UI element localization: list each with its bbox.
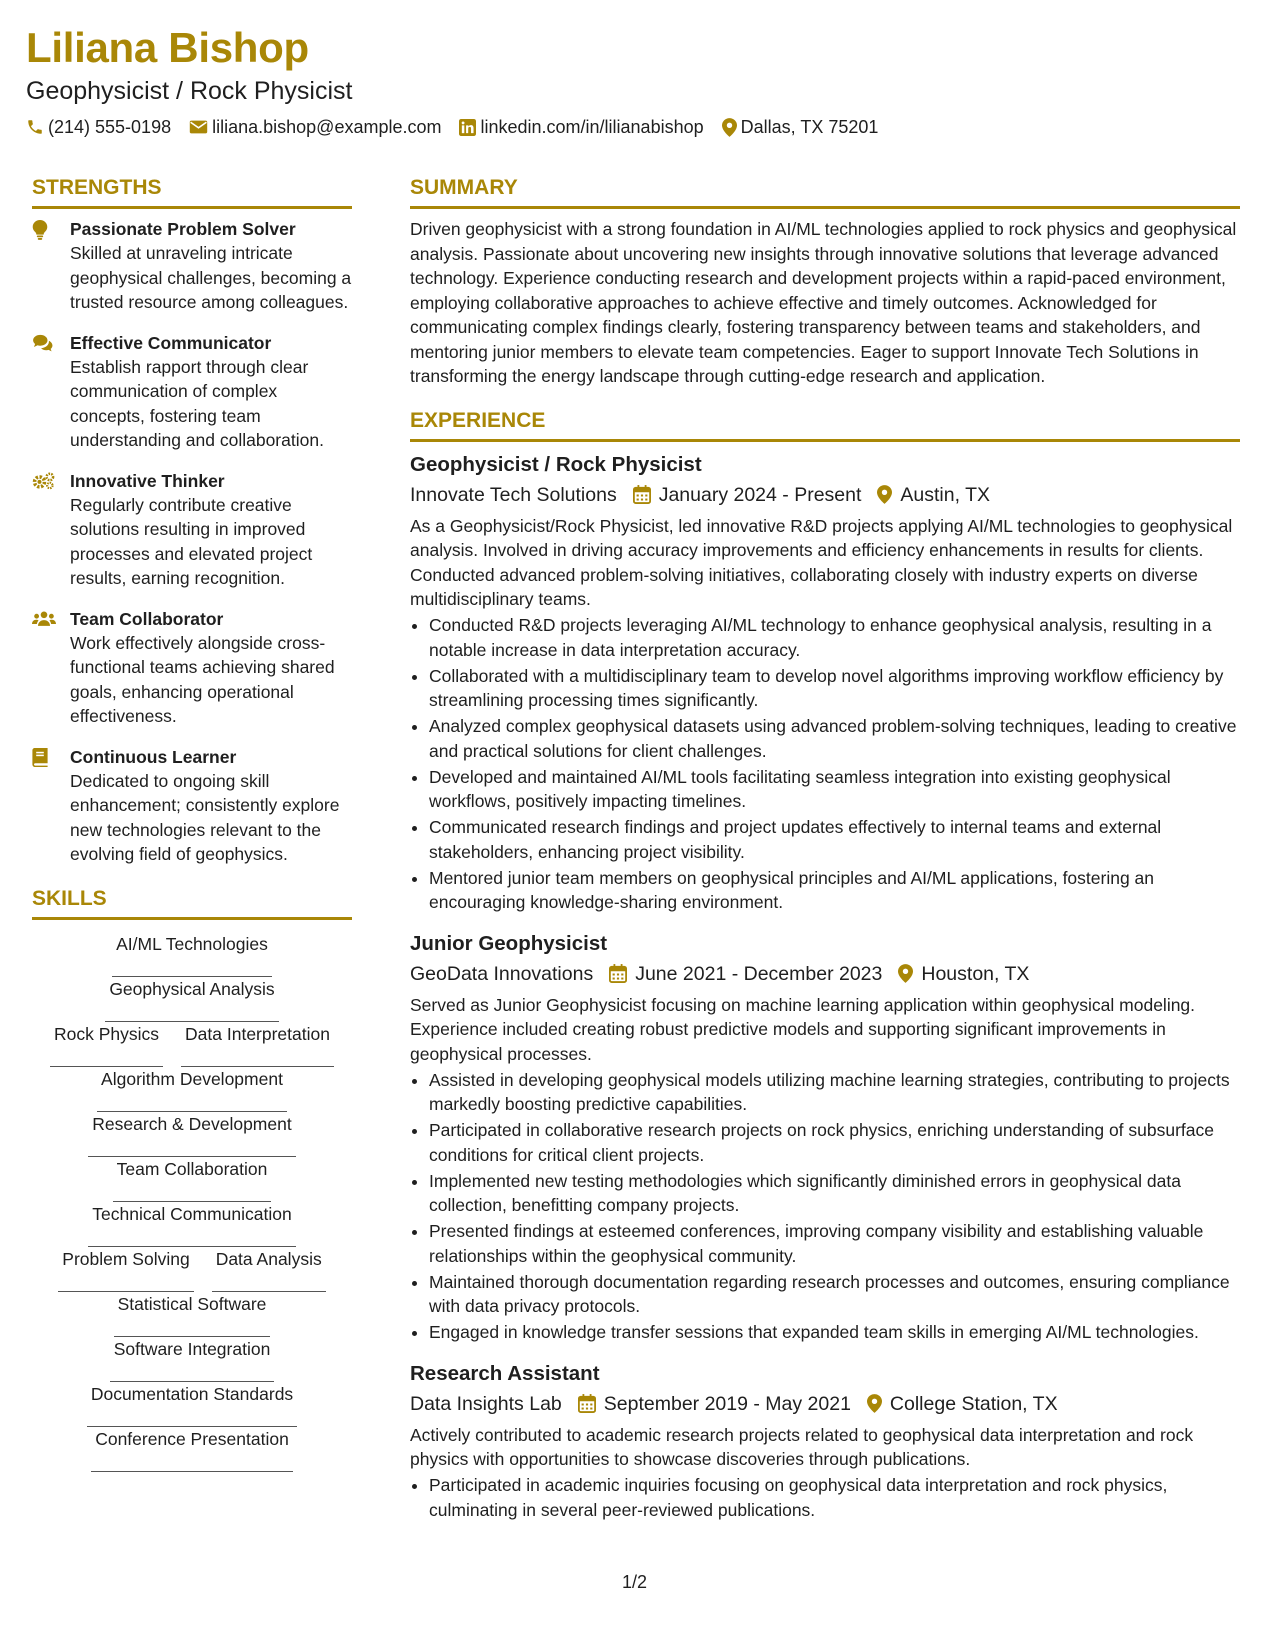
calendar-icon <box>578 1394 596 1413</box>
strength-title: Continuous Learner <box>70 746 237 767</box>
chat-bubbles-icon <box>32 334 54 352</box>
job-dates: January 2024 - Present <box>658 483 862 506</box>
phone-text: (214) 555-0198 <box>48 117 172 137</box>
job-meta <box>410 480 1240 510</box>
skill-tag: Research & Development <box>88 1112 295 1157</box>
job-description: As a Geophysicist/Rock Physicist, led innovative R&D projects applying AI/ML technologies to geophysical analysis. Involved in driving accuracy improvements and efficiency enhancements in results for clients. Conducted advanced problem-solving initiatives, collaborating closely with industry experts on diverse multidisciplinary teams. <box>410 515 1233 609</box>
job-entry <box>410 929 1240 1345</box>
skill-tag: Conference Presentation <box>91 1427 293 1472</box>
job-meta <box>410 1389 1240 1419</box>
candidate-name: Liliana Bishop <box>26 24 309 71</box>
strength-item <box>32 607 352 729</box>
list-item: • Mentored junior team members on geophysical principles and AI/ML applications, fostering an encouraging knowledge-sharing environment. <box>429 866 1240 915</box>
resume-header <box>26 22 1246 138</box>
list-item: • Presented findings at esteemed conferences, improving company visibility and establishing valuable relationships within the geophysical community. <box>429 1219 1240 1268</box>
skill-tag: Algorithm Development <box>97 1067 287 1112</box>
list-item: • Engaged in knowledge transfer sessions that expanded team skills in emerging AI/ML technologies. <box>429 1320 1240 1345</box>
job-bullets <box>410 1068 1240 1345</box>
list-item: • Assisted in developing geophysical models utilizing machine learning strategies, contributing to projects markedly boosting predictive capabilities. <box>429 1068 1240 1117</box>
experience-heading: EXPERIENCE <box>410 405 1240 442</box>
strength-desc: Dedicated to ongoing skill enhancement; consistently explore new technologies relevant to the evolving field of geophysics. <box>70 770 340 864</box>
skill-tag: Data Analysis <box>212 1247 326 1292</box>
job-meta <box>410 959 1240 989</box>
linkedin-text: linkedin.com/in/lilianabishop <box>480 117 704 137</box>
strength-desc: Establish rapport through clear communication of complex concepts, fostering team understanding and collaboration. <box>70 356 324 450</box>
job-dates: June 2021 - December 2023 <box>635 962 883 985</box>
contact-bar <box>26 116 1246 138</box>
job-location: Houston, TX <box>921 962 1030 985</box>
skills-heading: SKILLS <box>32 883 352 920</box>
map-pin-icon <box>867 1394 882 1413</box>
skill-tag: AI/ML Technologies <box>112 932 272 977</box>
left-column <box>32 172 352 1472</box>
job-bullets <box>410 613 1240 915</box>
list-item: • Maintained thorough documentation regarding research processes and outcomes, ensuring compliance with data privacy protocols. <box>429 1270 1240 1319</box>
job-title: Geophysicist / Rock Physicist <box>410 452 702 476</box>
strengths-heading: STRENGTHS <box>32 172 352 209</box>
contact-linkedin[interactable] <box>459 116 703 138</box>
lightbulb-icon <box>32 220 48 240</box>
skill-tag: Technical Communication <box>88 1202 295 1247</box>
map-pin-icon <box>898 964 913 983</box>
company-name: Data Insights Lab <box>410 1392 562 1415</box>
users-icon <box>32 610 56 627</box>
job-location: College Station, TX <box>889 1392 1058 1415</box>
strength-title: Passionate Problem Solver <box>70 219 296 239</box>
strength-item <box>32 745 352 867</box>
map-pin-icon <box>877 485 892 504</box>
contact-email[interactable] <box>189 116 441 138</box>
list-item: • Participated in collaborative research projects on rock physics, enriching understanding of subsurface conditions for critical client projects. <box>429 1118 1240 1167</box>
skill-tag: Statistical Software <box>114 1292 271 1337</box>
page-number: 1/2 <box>622 1572 648 1592</box>
summary-text: Driven geophysicist with a strong foundation in AI/ML technologies applied to rock physics and geophysical analysis. Passionate about uncovering new insights through innovative solutions that leverage advanced technology. Experience conducting research and development projects within a rapid-paced environment, employing collaborative approaches to achieve effective and timely outcomes. Acknowledged for communicating complex findings clearly, fostering transparency between teams and stakeholders, and mentoring junior members to elevate team competencies. Eager to support Innovate Tech Solutions in transforming the energy landscape through cutting-edge research and application. <box>410 219 1237 386</box>
list-item: • Communicated research findings and project updates effectively to internal teams and external stakeholders, enhancing project visibility. <box>429 815 1240 864</box>
job-bullets <box>410 1473 1240 1522</box>
strength-title: Team Collaborator <box>70 608 224 629</box>
summary-heading: SUMMARY <box>410 172 1240 209</box>
job-description: Served as Junior Geophysicist focusing on machine learning application within geophysical modeling. Experience included creating robust predictive models and supporting significant improvements in geophysical processes. <box>410 994 1196 1064</box>
linkedin-icon <box>459 119 476 136</box>
location-text: Dallas, TX 75201 <box>740 117 879 137</box>
calendar-icon <box>633 485 651 504</box>
list-item: • Analyzed complex geophysical datasets using advanced problem-solving techniques, leading to creative and practical solutions for client challenges. <box>429 714 1240 763</box>
list-item: • Conducted R&D projects leveraging AI/ML technology to enhance geophysical analysis, resulting in a notable increase in data interpretation accuracy. <box>429 613 1240 662</box>
right-column <box>410 172 1240 1536</box>
company-name: Innovate Tech Solutions <box>410 483 617 506</box>
job-title: Junior Geophysicist <box>410 931 608 955</box>
strength-desc: Regularly contribute creative solutions resulting in improved processes and elevated project results, earning recognition. <box>70 494 313 588</box>
strength-title: Innovative Thinker <box>70 470 225 491</box>
book-icon <box>32 748 48 767</box>
phone-icon <box>26 118 44 136</box>
skill-tag: Data Interpretation <box>181 1022 334 1067</box>
candidate-title: Geophysicist / Rock Physicist <box>26 77 353 105</box>
job-entry <box>410 1359 1240 1523</box>
calendar-icon <box>609 964 627 983</box>
list-item: • Developed and maintained AI/ML tools facilitating seamless integration into existing geophysical workflows, positively impacting timelines. <box>429 765 1240 814</box>
company-name: GeoData Innovations <box>410 962 594 985</box>
skill-tag: Problem Solving <box>58 1247 193 1292</box>
list-item: • Implemented new testing methodologies which significantly diminished errors in geophysical data collection, benefitting company projects. <box>429 1169 1240 1218</box>
strength-item <box>32 217 352 315</box>
skill-tag: Geophysical Analysis <box>105 977 278 1022</box>
email-text: liliana.bishop@example.com <box>212 117 442 137</box>
strength-title: Effective Communicator <box>70 332 272 353</box>
skill-tag: Documentation Standards <box>87 1382 297 1427</box>
skill-tag: Rock Physics <box>50 1022 163 1067</box>
job-entry <box>410 450 1240 915</box>
strength-desc: Skilled at unraveling intricate geophysical challenges, becoming a trusted resource among colleagues. <box>70 243 352 312</box>
list-item: • Participated in academic inquiries focusing on geophysical data interpretation and rock physics, culminating in several peer-reviewed publications. <box>429 1473 1240 1522</box>
envelope-icon <box>189 119 208 135</box>
skill-tag: Team Collaboration <box>113 1157 272 1202</box>
strength-desc: Work effectively alongside cross-functional teams achieving shared goals, enhancing operational effectiveness. <box>70 632 335 726</box>
contact-phone[interactable] <box>26 116 171 138</box>
gears-icon <box>32 472 56 490</box>
contact-location <box>722 116 879 138</box>
skill-tag: Software Integration <box>110 1337 275 1382</box>
job-description: Actively contributed to academic research projects related to geophysical data interpretation and rock physics with opportunities to showcase discoveries through publications. <box>410 1424 1194 1469</box>
job-dates: September 2019 - May 2021 <box>603 1392 851 1415</box>
job-title: Research Assistant <box>410 1361 600 1385</box>
strength-item <box>32 331 352 453</box>
strength-item <box>32 469 352 591</box>
skills-list <box>32 928 352 1472</box>
list-item: • Collaborated with a multidisciplinary team to develop novel algorithms improving workflow efficiency by streamlining processing times significantly. <box>429 664 1240 713</box>
job-location: Austin, TX <box>900 483 991 506</box>
map-pin-icon <box>722 118 737 137</box>
